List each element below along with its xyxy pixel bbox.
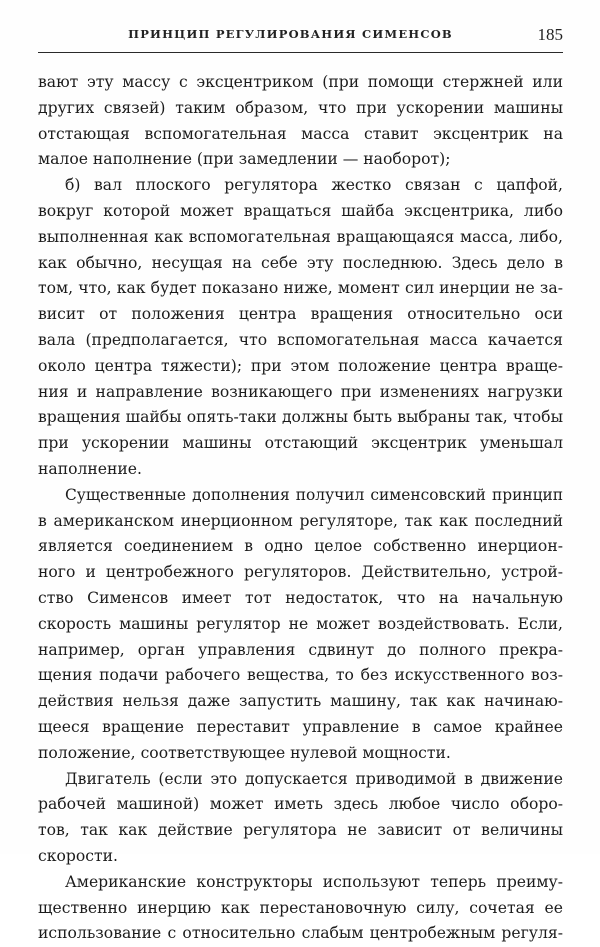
text-line: Существенные дополнения получил сименсовский принцип [65, 485, 563, 504]
text-line: вают эту массу с эксцентриком (при помощи стержней или [38, 73, 563, 91]
text-line: ного и центробежного регуляторов. Действительно, устрой- [38, 563, 563, 582]
text-line: выполненная как вспомогательная вращающаяся масса, либо, [38, 227, 563, 246]
text-line: наполнение. [38, 459, 142, 478]
running-head [38, 27, 563, 49]
text-line: рабочей машиной) может иметь здесь любое число оборо- [38, 795, 563, 814]
text-line: малое наполнение (при замедлении — наоборот); [38, 150, 451, 169]
text-line: отстающая вспомогательная масса ставит эксцентрик на [38, 124, 563, 143]
text-line: вокруг которой может вращаться шайба эксцентрика, либо [38, 201, 563, 220]
text-line: других связей) таким образом, что при ускорении машины [38, 98, 563, 117]
text-line: использование с относительно слабым центробежным регуля- [38, 924, 563, 943]
text-line: вала (предполагается, что вспомогательная масса качается [38, 330, 563, 349]
header-rule [38, 52, 563, 53]
text-line: щения подачи рабочего вещества, то без искусственного воз- [38, 666, 563, 685]
text-line: действия нельзя даже запустить машину, так как начинаю- [38, 692, 563, 711]
running-title: ПРИНЦИП РЕГУЛИРОВАНИЯ СИМЕНСОВ [128, 27, 453, 41]
text-line: тов, так как действие регулятора не зависит от величины [38, 821, 563, 840]
text-line: например, орган управления сдвинут до полного прекра- [38, 640, 563, 659]
text-line: около центра тяжести); при этом положение центра враще- [38, 356, 563, 375]
text-line: при ускорении машины отстающий эксцентрик уменьшал [38, 434, 563, 453]
paragraph [38, 483, 563, 767]
text-line: как обычно, несущая на себе эту последнюю. Здесь дело в [38, 253, 563, 272]
text-line: скорость машины регулятор не может воздействовать. Если, [38, 614, 563, 633]
paragraph [38, 173, 563, 483]
text-line: Американские конструкторы используют теперь преиму- [65, 872, 563, 891]
text-line: ство Сименсов имеет тот недостаток, что на начальную [38, 588, 563, 607]
page-number: 185 [537, 25, 563, 44]
text-line: щественно инерцию как перестановочную силу, сочетая ее [38, 898, 563, 917]
paragraph [38, 70, 563, 173]
text-line: скорости. [38, 846, 118, 865]
text-line: том, что, как будет показано ниже, момент сил инерции не за- [38, 279, 563, 298]
text-line: в американском инерционном регуляторе, так как последний [38, 511, 563, 530]
text-line: вращения шайбы опять-таки должны быть выбраны так, чтобы [38, 408, 563, 427]
text-line: ния и направление возникающего при изменениях нагрузки [38, 382, 563, 401]
paragraph [38, 767, 563, 870]
body-text [38, 70, 563, 947]
text-line: щееся вращение переставит управление в самое крайнее [38, 717, 563, 736]
text-line: является соединением в одно целое собственно инерцион- [38, 537, 563, 556]
paragraph [38, 870, 563, 947]
text-line: б) вал плоского регулятора жестко связан с цапфой, [65, 176, 563, 195]
text-line: Двигатель (если это допускается приводимой в движение [65, 769, 563, 788]
text-line: положение, соответствующее нулевой мощности. [38, 743, 451, 762]
text-line: висит от положения центра вращения относительно оси [38, 305, 563, 324]
